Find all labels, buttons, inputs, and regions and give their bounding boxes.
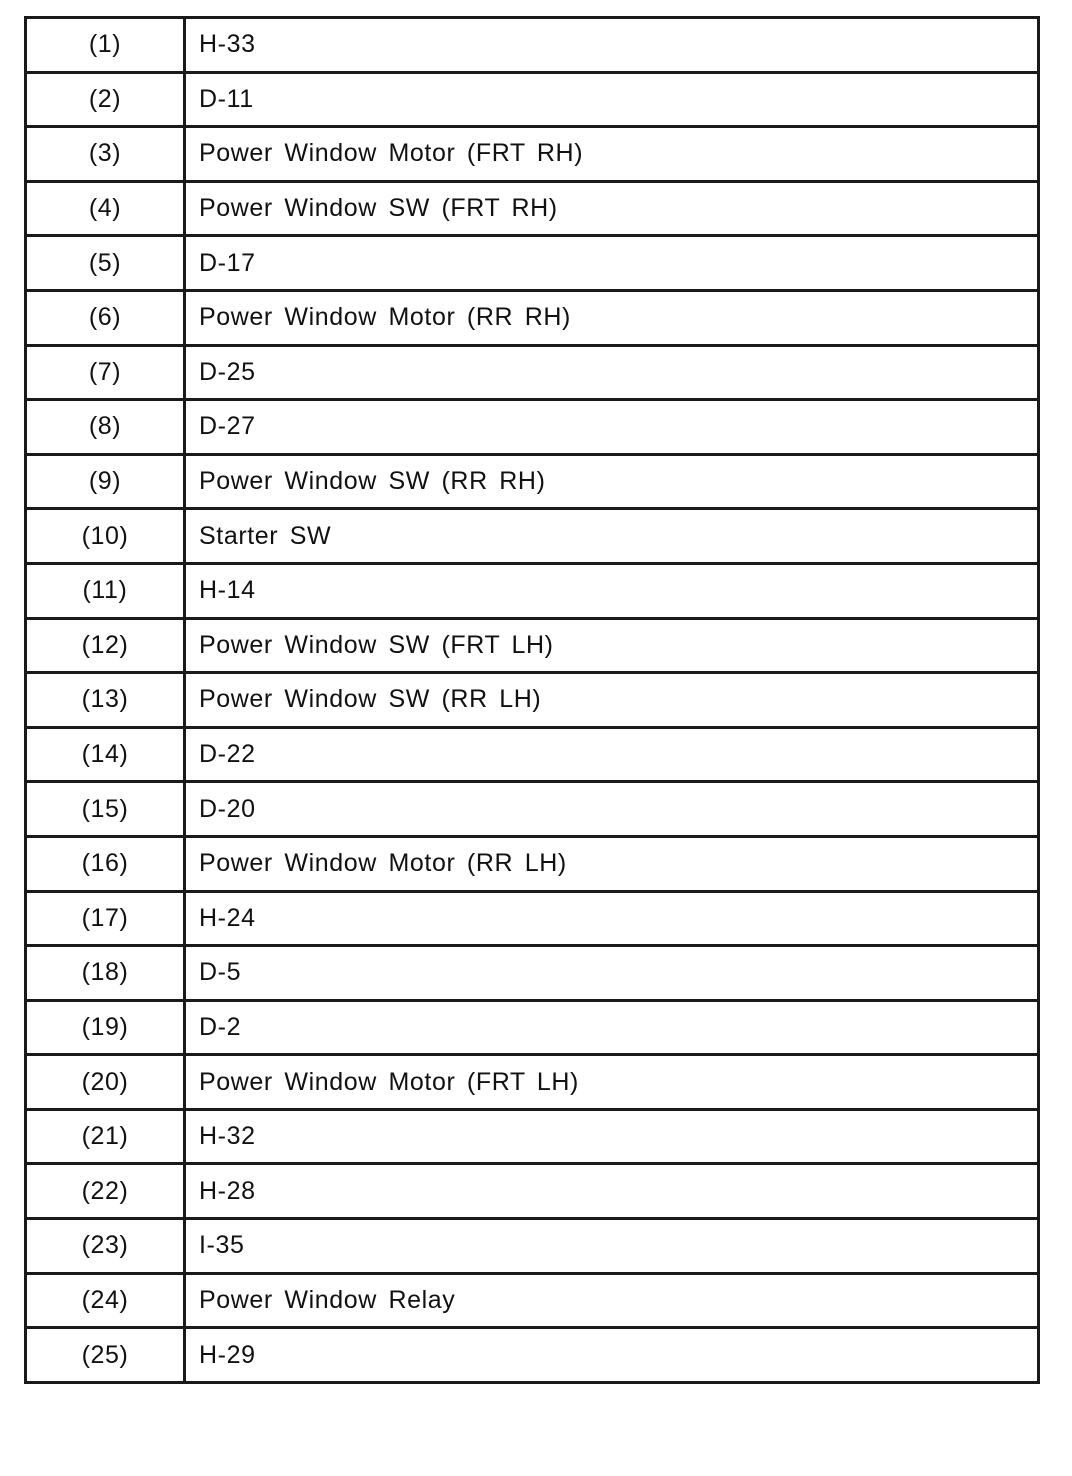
table-row	[26, 181, 1039, 236]
table-row	[26, 1328, 1039, 1383]
row-label: H-14	[185, 563, 1039, 618]
row-label: Power Window Motor (FRT LH)	[185, 1055, 1039, 1110]
table-row	[26, 1055, 1039, 1110]
row-number: (6)	[26, 290, 185, 345]
row-number: (4)	[26, 181, 185, 236]
row-number: (16)	[26, 836, 185, 891]
row-label: Power Window SW (FRT RH)	[185, 181, 1039, 236]
row-number: (24)	[26, 1273, 185, 1328]
row-label: Power Window SW (FRT LH)	[185, 618, 1039, 673]
row-label: I-35	[185, 1219, 1039, 1274]
row-number: (2)	[26, 72, 185, 127]
table-row	[26, 618, 1039, 673]
table-row	[26, 1109, 1039, 1164]
row-label: H-28	[185, 1164, 1039, 1219]
table-row	[26, 673, 1039, 728]
row-number: (22)	[26, 1164, 185, 1219]
row-label: D-20	[185, 782, 1039, 837]
row-label: Power Window Motor (RR RH)	[185, 290, 1039, 345]
row-number: (3)	[26, 127, 185, 182]
table-row	[26, 345, 1039, 400]
row-label: D-11	[185, 72, 1039, 127]
row-label: H-29	[185, 1328, 1039, 1383]
table-row	[26, 1164, 1039, 1219]
table-row	[26, 727, 1039, 782]
row-number: (1)	[26, 18, 185, 73]
table-row	[26, 1219, 1039, 1274]
row-number: (17)	[26, 891, 185, 946]
table-row	[26, 400, 1039, 455]
table-row	[26, 72, 1039, 127]
row-number: (9)	[26, 454, 185, 509]
row-label: D-5	[185, 946, 1039, 1001]
row-number: (13)	[26, 673, 185, 728]
row-number: (5)	[26, 236, 185, 291]
row-label: H-24	[185, 891, 1039, 946]
table-row	[26, 509, 1039, 564]
component-legend-table	[24, 16, 1040, 1384]
row-label: Power Window Motor (FRT RH)	[185, 127, 1039, 182]
row-number: (11)	[26, 563, 185, 618]
table-row	[26, 563, 1039, 618]
row-label: Power Window SW (RR RH)	[185, 454, 1039, 509]
row-label: D-27	[185, 400, 1039, 455]
row-label: H-32	[185, 1109, 1039, 1164]
row-label: H-33	[185, 18, 1039, 73]
table-row	[26, 454, 1039, 509]
row-number: (12)	[26, 618, 185, 673]
table-row	[26, 782, 1039, 837]
row-number: (15)	[26, 782, 185, 837]
row-label: Power Window Relay	[185, 1273, 1039, 1328]
table-row	[26, 1000, 1039, 1055]
row-number: (18)	[26, 946, 185, 1001]
row-number: (19)	[26, 1000, 185, 1055]
table-row	[26, 290, 1039, 345]
row-label: Power Window SW (RR LH)	[185, 673, 1039, 728]
row-number: (14)	[26, 727, 185, 782]
table-row	[26, 127, 1039, 182]
row-number: (20)	[26, 1055, 185, 1110]
row-number: (7)	[26, 345, 185, 400]
table-row	[26, 946, 1039, 1001]
row-label: D-22	[185, 727, 1039, 782]
table-row	[26, 18, 1039, 73]
row-number: (23)	[26, 1219, 185, 1274]
table-row	[26, 1273, 1039, 1328]
row-label: Power Window Motor (RR LH)	[185, 836, 1039, 891]
row-label: Starter SW	[185, 509, 1039, 564]
table-row	[26, 891, 1039, 946]
row-label: D-25	[185, 345, 1039, 400]
row-label: D-17	[185, 236, 1039, 291]
row-label: D-2	[185, 1000, 1039, 1055]
row-number: (25)	[26, 1328, 185, 1383]
row-number: (8)	[26, 400, 185, 455]
table-row	[26, 836, 1039, 891]
table-row	[26, 236, 1039, 291]
row-number: (10)	[26, 509, 185, 564]
row-number: (21)	[26, 1109, 185, 1164]
